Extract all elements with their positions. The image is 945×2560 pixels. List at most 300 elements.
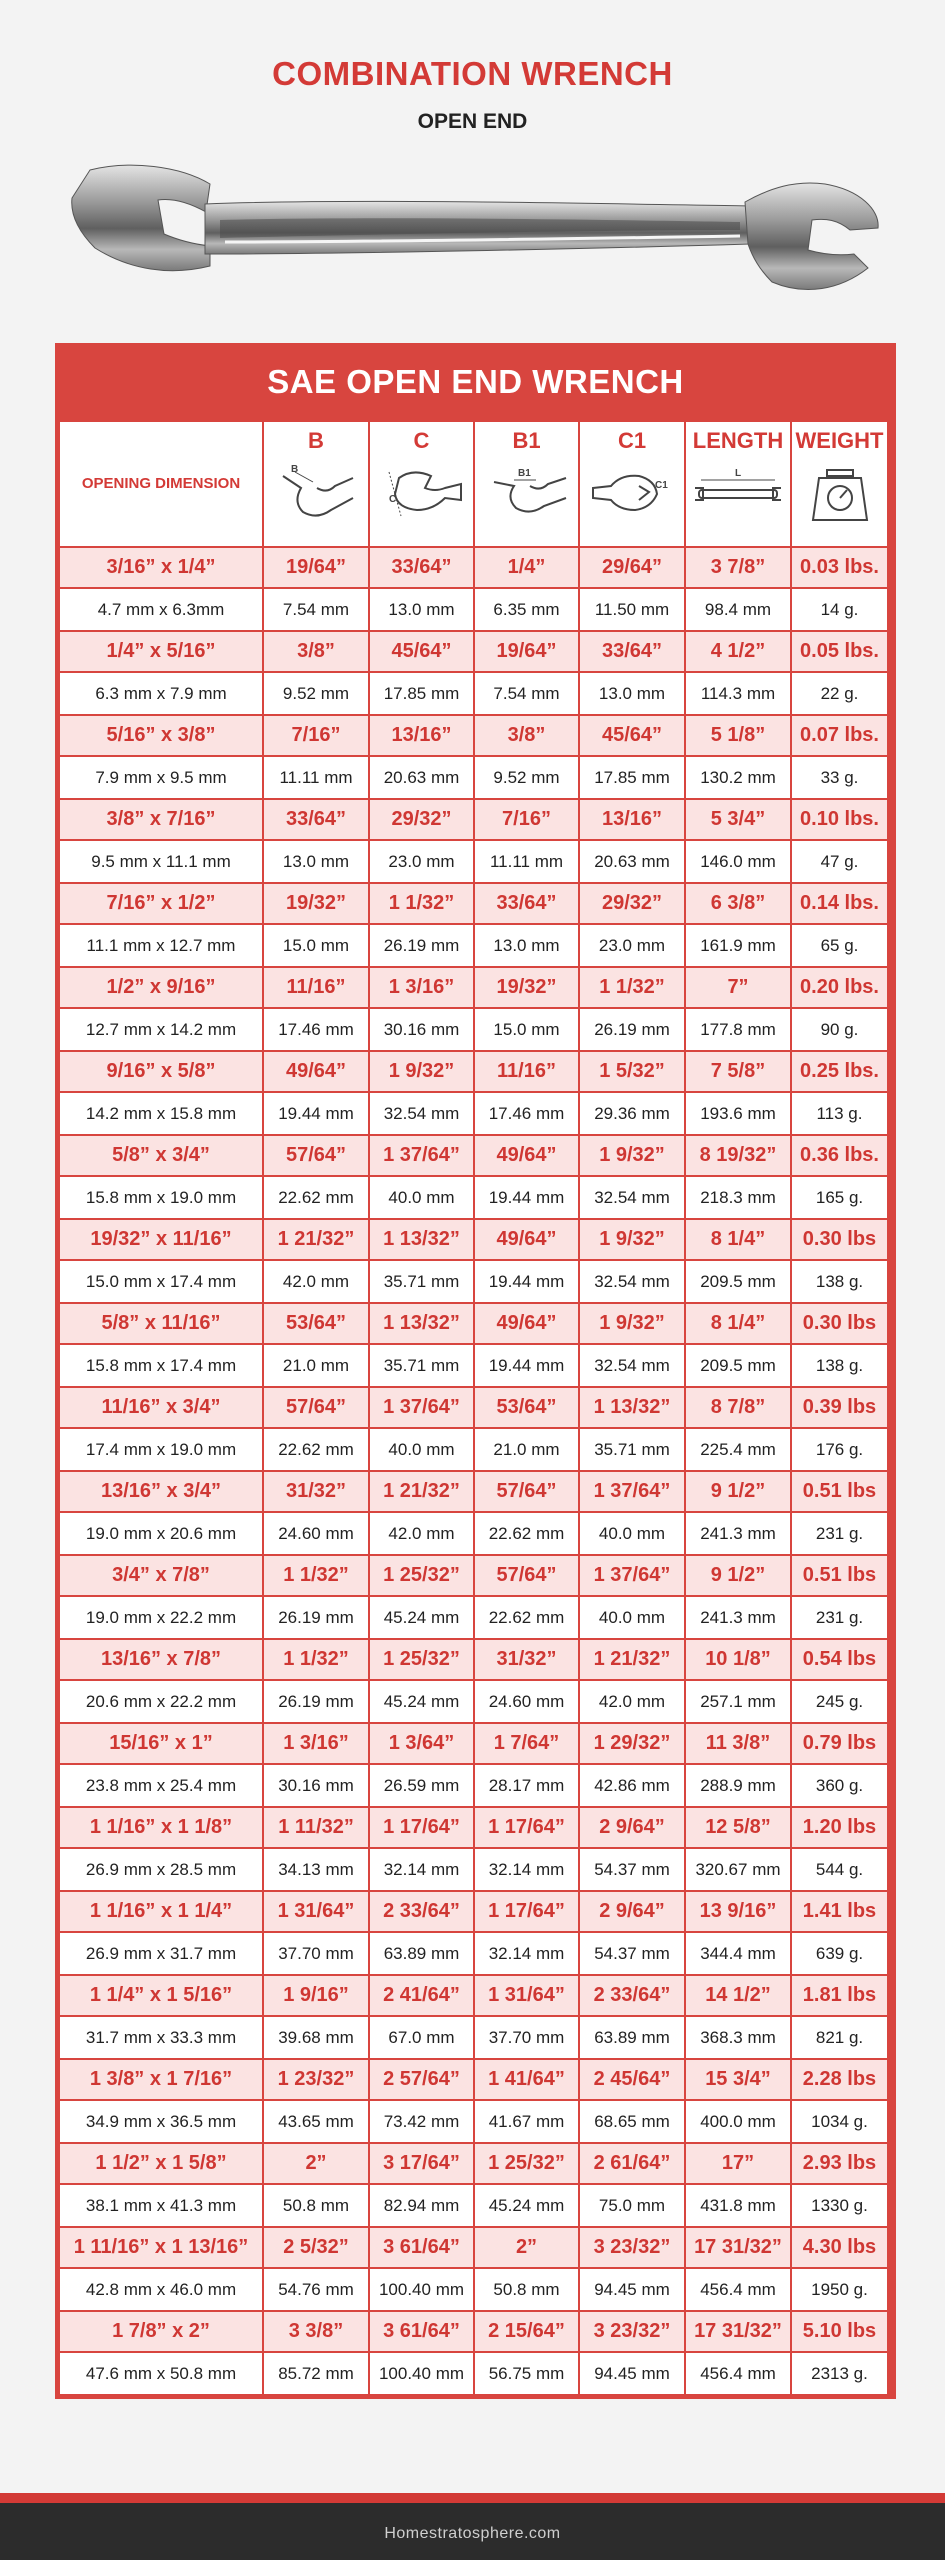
cell-length: 7 5/8” xyxy=(685,1051,791,1092)
cell-b1: 2” xyxy=(474,2227,579,2268)
cell-length: 17 31/32” xyxy=(685,2227,791,2268)
cell-b1: 21.0 mm xyxy=(474,1428,579,1471)
cell-b: 19/32” xyxy=(263,883,369,924)
icon-dimension-label: B xyxy=(291,464,299,475)
cell-c: 1 37/64” xyxy=(369,1387,474,1428)
cell-opening: 19/32” x 11/16” xyxy=(59,1219,263,1260)
table-row-imperial xyxy=(59,1807,888,1848)
cell-b1: 19.44 mm xyxy=(474,1260,579,1303)
cell-b: 1 3/16” xyxy=(263,1723,369,1764)
cell-b1: 2 15/64” xyxy=(474,2311,579,2352)
cell-b1: 31/32” xyxy=(474,1639,579,1680)
cell-c1: 1 1/32” xyxy=(579,967,685,1008)
table-row-imperial xyxy=(59,883,888,924)
cell-opening: 11.1 mm x 12.7 mm xyxy=(59,924,263,967)
cell-length: 130.2 mm xyxy=(685,756,791,799)
cell-c1: 1 5/32” xyxy=(579,1051,685,1092)
cell-b1: 19/64” xyxy=(474,631,579,672)
table-row-imperial xyxy=(59,1555,888,1596)
table-row-imperial xyxy=(59,799,888,840)
cell-b: 26.19 mm xyxy=(263,1596,369,1639)
cell-weight: 22 g. xyxy=(791,672,888,715)
cell-b: 1 11/32” xyxy=(263,1807,369,1848)
page-subtitle: OPEN END xyxy=(417,110,528,133)
cell-weight: 245 g. xyxy=(791,1680,888,1723)
column-header-label: C1 xyxy=(617,428,647,453)
cell-weight: 138 g. xyxy=(791,1260,888,1303)
cell-length: 456.4 mm xyxy=(685,2268,791,2311)
table-row-imperial xyxy=(59,547,888,588)
cell-b: 7.54 mm xyxy=(263,588,369,631)
cell-c: 2 33/64” xyxy=(369,1891,474,1932)
cell-opening: 9.5 mm x 11.1 mm xyxy=(59,840,263,883)
cell-c: 13/16” xyxy=(369,715,474,756)
cell-c: 3 17/64” xyxy=(369,2143,474,2184)
cell-length: 3 7/8” xyxy=(685,547,791,588)
cell-weight: 360 g. xyxy=(791,1764,888,1807)
cell-weight: 0.51 lbs xyxy=(791,1471,888,1512)
cell-c1: 54.37 mm xyxy=(579,1848,685,1891)
cell-b: 2” xyxy=(263,2143,369,2184)
cell-c: 20.63 mm xyxy=(369,756,474,799)
cell-length: 209.5 mm xyxy=(685,1344,791,1387)
cell-b1: 7/16” xyxy=(474,799,579,840)
header-row xyxy=(59,421,888,547)
cell-length: 344.4 mm xyxy=(685,1932,791,1975)
cell-length: 12 5/8” xyxy=(685,1807,791,1848)
cell-c: 29/32” xyxy=(369,799,474,840)
cell-c1: 13.0 mm xyxy=(579,672,685,715)
cell-length: 177.8 mm xyxy=(685,1008,791,1051)
cell-length: 4 1/2” xyxy=(685,631,791,672)
cell-length: 193.6 mm xyxy=(685,1092,791,1135)
cell-c: 1 17/64” xyxy=(369,1807,474,1848)
cell-opening: 1 1/16” x 1 1/8” xyxy=(59,1807,263,1848)
cell-weight: 639 g. xyxy=(791,1932,888,1975)
cell-length: 8 1/4” xyxy=(685,1303,791,1344)
cell-weight: 0.54 lbs xyxy=(791,1639,888,1680)
column-header-label: OPENING DIMENSION xyxy=(81,475,241,492)
cell-weight: 0.05 lbs. xyxy=(791,631,888,672)
cell-c: 17.85 mm xyxy=(369,672,474,715)
cell-c1: 32.54 mm xyxy=(579,1176,685,1219)
table-row-imperial xyxy=(59,2059,888,2100)
cell-b1: 56.75 mm xyxy=(474,2352,579,2395)
cell-opening: 34.9 mm x 36.5 mm xyxy=(59,2100,263,2143)
cell-weight: 138 g. xyxy=(791,1344,888,1387)
cell-opening: 3/8” x 7/16” xyxy=(59,799,263,840)
cell-length: 8 1/4” xyxy=(685,1219,791,1260)
cell-b: 24.60 mm xyxy=(263,1512,369,1555)
cell-b1: 22.62 mm xyxy=(474,1596,579,1639)
cell-c1: 2 45/64” xyxy=(579,2059,685,2100)
column-header-length xyxy=(685,421,791,547)
cell-opening: 1 7/8” x 2” xyxy=(59,2311,263,2352)
cell-c: 2 57/64” xyxy=(369,2059,474,2100)
cell-opening: 19.0 mm x 22.2 mm xyxy=(59,1596,263,1639)
cell-c: 1 25/32” xyxy=(369,1555,474,1596)
cell-opening: 11/16” x 3/4” xyxy=(59,1387,263,1428)
cell-c1: 33/64” xyxy=(579,631,685,672)
cell-weight: 0.03 lbs. xyxy=(791,547,888,588)
icon-dimension-label: B1 xyxy=(517,468,531,479)
cell-length: 9 1/2” xyxy=(685,1555,791,1596)
cell-b: 57/64” xyxy=(263,1387,369,1428)
cell-b: 43.65 mm xyxy=(263,2100,369,2143)
table-body xyxy=(59,547,888,2395)
cell-b: 17.46 mm xyxy=(263,1008,369,1051)
table-row-metric xyxy=(59,756,888,799)
cell-opening: 26.9 mm x 31.7 mm xyxy=(59,1932,263,1975)
open-end-wrench-image xyxy=(60,158,890,318)
cell-b1: 19.44 mm xyxy=(474,1344,579,1387)
cell-c1: 3 23/32” xyxy=(579,2311,685,2352)
cell-c: 1 25/32” xyxy=(369,1639,474,1680)
cell-b1: 1 17/64” xyxy=(474,1891,579,1932)
cell-c: 3 61/64” xyxy=(369,2227,474,2268)
cell-b1: 1 41/64” xyxy=(474,2059,579,2100)
cell-c1: 40.0 mm xyxy=(579,1512,685,1555)
cell-b: 21.0 mm xyxy=(263,1344,369,1387)
wrench-head-c1-icon xyxy=(589,458,675,528)
cell-weight: 65 g. xyxy=(791,924,888,967)
cell-b: 3 3/8” xyxy=(263,2311,369,2352)
cell-b: 11/16” xyxy=(263,967,369,1008)
cell-opening: 7/16” x 1/2” xyxy=(59,883,263,924)
cell-b: 31/32” xyxy=(263,1471,369,1512)
cell-c1: 68.65 mm xyxy=(579,2100,685,2143)
table-row-metric xyxy=(59,1680,888,1723)
cell-weight: 5.10 lbs xyxy=(791,2311,888,2352)
cell-b1: 7.54 mm xyxy=(474,672,579,715)
cell-c1: 1 37/64” xyxy=(579,1555,685,1596)
cell-c1: 29/32” xyxy=(579,883,685,924)
cell-c1: 63.89 mm xyxy=(579,2016,685,2059)
cell-weight: 1.20 lbs xyxy=(791,1807,888,1848)
cell-length: 17” xyxy=(685,2143,791,2184)
cell-b: 15.0 mm xyxy=(263,924,369,967)
column-header-label: C xyxy=(413,428,430,453)
cell-opening: 26.9 mm x 28.5 mm xyxy=(59,1848,263,1891)
cell-b1: 37.70 mm xyxy=(474,2016,579,2059)
column-header-weight xyxy=(791,421,888,547)
table-row-metric xyxy=(59,2016,888,2059)
cell-weight: 231 g. xyxy=(791,1596,888,1639)
cell-weight: 1034 g. xyxy=(791,2100,888,2143)
cell-opening: 14.2 mm x 15.8 mm xyxy=(59,1092,263,1135)
cell-b: 1 23/32” xyxy=(263,2059,369,2100)
cell-weight: 544 g. xyxy=(791,1848,888,1891)
table-row-imperial xyxy=(59,2311,888,2352)
sae-wrench-table xyxy=(55,343,896,2399)
cell-opening: 47.6 mm x 50.8 mm xyxy=(59,2352,263,2395)
cell-c: 73.42 mm xyxy=(369,2100,474,2143)
cell-weight: 2313 g. xyxy=(791,2352,888,2395)
cell-b1: 28.17 mm xyxy=(474,1764,579,1807)
cell-b1: 1 7/64” xyxy=(474,1723,579,1764)
cell-length: 11 3/8” xyxy=(685,1723,791,1764)
cell-length: 218.3 mm xyxy=(685,1176,791,1219)
cell-c: 100.40 mm xyxy=(369,2268,474,2311)
cell-c1: 29/64” xyxy=(579,547,685,588)
cell-opening: 5/8” x 3/4” xyxy=(59,1135,263,1176)
cell-b1: 1 17/64” xyxy=(474,1807,579,1848)
icon-dimension-label: C1 xyxy=(655,480,668,491)
cell-c1: 35.71 mm xyxy=(579,1428,685,1471)
table-row-metric xyxy=(59,2352,888,2395)
cell-c: 1 13/32” xyxy=(369,1219,474,1260)
cell-c1: 1 9/32” xyxy=(579,1303,685,1344)
cell-length: 161.9 mm xyxy=(685,924,791,967)
column-header-b1 xyxy=(474,421,579,547)
column-header-c xyxy=(369,421,474,547)
table-row-metric xyxy=(59,1344,888,1387)
cell-c: 2 41/64” xyxy=(369,1975,474,2016)
table-row-metric xyxy=(59,924,888,967)
cell-c1: 32.54 mm xyxy=(579,1344,685,1387)
cell-c: 35.71 mm xyxy=(369,1260,474,1303)
cell-b1: 57/64” xyxy=(474,1555,579,1596)
cell-opening: 4.7 mm x 6.3mm xyxy=(59,588,263,631)
column-header-label: B xyxy=(308,428,324,453)
cell-b: 49/64” xyxy=(263,1051,369,1092)
cell-length: 241.3 mm xyxy=(685,1512,791,1555)
column-header-c1 xyxy=(579,421,685,547)
cell-opening: 17.4 mm x 19.0 mm xyxy=(59,1428,263,1471)
cell-opening: 1 1/16” x 1 1/4” xyxy=(59,1891,263,1932)
cell-weight: 231 g. xyxy=(791,1512,888,1555)
column-header-b xyxy=(263,421,369,547)
cell-b1: 17.46 mm xyxy=(474,1092,579,1135)
cell-opening: 19.0 mm x 20.6 mm xyxy=(59,1512,263,1555)
cell-length: 209.5 mm xyxy=(685,1260,791,1303)
cell-b: 9.52 mm xyxy=(263,672,369,715)
cell-b1: 9.52 mm xyxy=(474,756,579,799)
cell-c1: 17.85 mm xyxy=(579,756,685,799)
cell-opening: 15.8 mm x 19.0 mm xyxy=(59,1176,263,1219)
cell-b1: 50.8 mm xyxy=(474,2268,579,2311)
cell-length: 5 3/4” xyxy=(685,799,791,840)
table-row-imperial xyxy=(59,1219,888,1260)
table-row-imperial xyxy=(59,1471,888,1512)
cell-opening: 12.7 mm x 14.2 mm xyxy=(59,1008,263,1051)
cell-c: 1 21/32” xyxy=(369,1471,474,1512)
wrench-length-icon xyxy=(693,458,783,528)
cell-opening: 1/4” x 5/16” xyxy=(59,631,263,672)
cell-c: 63.89 mm xyxy=(369,1932,474,1975)
cell-length: 5 1/8” xyxy=(685,715,791,756)
cell-c1: 40.0 mm xyxy=(579,1596,685,1639)
cell-b: 11.11 mm xyxy=(263,756,369,799)
cell-b1: 19.44 mm xyxy=(474,1176,579,1219)
table-row-imperial xyxy=(59,1975,888,2016)
cell-c1: 42.0 mm xyxy=(579,1680,685,1723)
cell-opening: 3/16” x 1/4” xyxy=(59,547,263,588)
cell-b1: 6.35 mm xyxy=(474,588,579,631)
cell-c: 32.54 mm xyxy=(369,1092,474,1135)
cell-b: 53/64” xyxy=(263,1303,369,1344)
cell-weight: 14 g. xyxy=(791,588,888,631)
cell-b: 1 31/64” xyxy=(263,1891,369,1932)
cell-b1: 11/16” xyxy=(474,1051,579,1092)
cell-c: 23.0 mm xyxy=(369,840,474,883)
cell-c1: 54.37 mm xyxy=(579,1932,685,1975)
column-header-label: LENGTH xyxy=(692,428,784,453)
cell-c1: 1 37/64” xyxy=(579,1471,685,1512)
cell-length: 146.0 mm xyxy=(685,840,791,883)
cell-weight: 0.39 lbs xyxy=(791,1387,888,1428)
cell-c: 30.16 mm xyxy=(369,1008,474,1051)
cell-opening: 15.0 mm x 17.4 mm xyxy=(59,1260,263,1303)
scale-icon xyxy=(805,458,875,528)
cell-opening: 38.1 mm x 41.3 mm xyxy=(59,2184,263,2227)
cell-b: 54.76 mm xyxy=(263,2268,369,2311)
cell-b: 1 1/32” xyxy=(263,1639,369,1680)
cell-length: 14 1/2” xyxy=(685,1975,791,2016)
cell-c: 1 1/32” xyxy=(369,883,474,924)
cell-weight: 0.10 lbs. xyxy=(791,799,888,840)
icon-dimension-label: C xyxy=(388,494,396,505)
cell-c1: 2 61/64” xyxy=(579,2143,685,2184)
cell-b: 22.62 mm xyxy=(263,1176,369,1219)
cell-c: 45.24 mm xyxy=(369,1596,474,1639)
cell-weight: 0.36 lbs. xyxy=(791,1135,888,1176)
cell-b: 1 21/32” xyxy=(263,1219,369,1260)
cell-length: 400.0 mm xyxy=(685,2100,791,2143)
table-row-metric xyxy=(59,1008,888,1051)
table-row-metric xyxy=(59,1596,888,1639)
table-row-imperial xyxy=(59,1891,888,1932)
cell-c: 33/64” xyxy=(369,547,474,588)
cell-b1: 1 31/64” xyxy=(474,1975,579,2016)
cell-b1: 22.62 mm xyxy=(474,1512,579,1555)
cell-b: 34.13 mm xyxy=(263,1848,369,1891)
cell-weight: 176 g. xyxy=(791,1428,888,1471)
cell-c1: 3 23/32” xyxy=(579,2227,685,2268)
cell-length: 320.67 mm xyxy=(685,1848,791,1891)
cell-opening: 42.8 mm x 46.0 mm xyxy=(59,2268,263,2311)
table-row-imperial xyxy=(59,1135,888,1176)
cell-length: 7” xyxy=(685,967,791,1008)
cell-b: 50.8 mm xyxy=(263,2184,369,2227)
cell-c1: 1 29/32” xyxy=(579,1723,685,1764)
table-row-metric xyxy=(59,2100,888,2143)
cell-b: 42.0 mm xyxy=(263,1260,369,1303)
cell-c: 82.94 mm xyxy=(369,2184,474,2227)
cell-weight: 90 g. xyxy=(791,1008,888,1051)
cell-b: 19/64” xyxy=(263,547,369,588)
wrench-jaw-b-icon xyxy=(273,458,359,528)
cell-b1: 1/4” xyxy=(474,547,579,588)
cell-opening: 31.7 mm x 33.3 mm xyxy=(59,2016,263,2059)
cell-c: 26.19 mm xyxy=(369,924,474,967)
cell-weight: 0.30 lbs xyxy=(791,1303,888,1344)
cell-weight: 33 g. xyxy=(791,756,888,799)
cell-b: 22.62 mm xyxy=(263,1428,369,1471)
cell-length: 114.3 mm xyxy=(685,672,791,715)
cell-b1: 49/64” xyxy=(474,1219,579,1260)
cell-opening: 1 11/16” x 1 13/16” xyxy=(59,2227,263,2268)
cell-c1: 1 13/32” xyxy=(579,1387,685,1428)
cell-b: 13.0 mm xyxy=(263,840,369,883)
cell-c1: 26.19 mm xyxy=(579,1008,685,1051)
cell-b1: 3/8” xyxy=(474,715,579,756)
table-row-metric xyxy=(59,1176,888,1219)
table-row-imperial xyxy=(59,1051,888,1092)
cell-b: 85.72 mm xyxy=(263,2352,369,2395)
icon-dimension-label: L xyxy=(735,468,742,479)
cell-c1: 13/16” xyxy=(579,799,685,840)
cell-c1: 23.0 mm xyxy=(579,924,685,967)
cell-b: 1 9/16” xyxy=(263,1975,369,2016)
cell-opening: 13/16” x 3/4” xyxy=(59,1471,263,1512)
cell-length: 9 1/2” xyxy=(685,1471,791,1512)
cell-length: 241.3 mm xyxy=(685,1596,791,1639)
cell-opening: 7.9 mm x 9.5 mm xyxy=(59,756,263,799)
cell-weight: 0.07 lbs. xyxy=(791,715,888,756)
table-row-metric xyxy=(59,1260,888,1303)
cell-c1: 2 9/64” xyxy=(579,1891,685,1932)
cell-b: 19.44 mm xyxy=(263,1092,369,1135)
cell-b1: 49/64” xyxy=(474,1135,579,1176)
cell-b: 2 5/32” xyxy=(263,2227,369,2268)
cell-b1: 15.0 mm xyxy=(474,1008,579,1051)
cell-opening: 3/4” x 7/8” xyxy=(59,1555,263,1596)
cell-c1: 29.36 mm xyxy=(579,1092,685,1135)
footer xyxy=(0,2493,945,2560)
cell-opening: 5/16” x 3/8” xyxy=(59,715,263,756)
column-header-label: B1 xyxy=(512,428,541,453)
table-row-imperial xyxy=(59,1387,888,1428)
cell-c: 1 13/32” xyxy=(369,1303,474,1344)
wrench-head-c-icon xyxy=(379,458,465,528)
spec-table xyxy=(58,420,889,2396)
cell-weight: 113 g. xyxy=(791,1092,888,1135)
table-row-imperial xyxy=(59,1639,888,1680)
cell-c1: 20.63 mm xyxy=(579,840,685,883)
cell-c: 67.0 mm xyxy=(369,2016,474,2059)
cell-c1: 1 9/32” xyxy=(579,1219,685,1260)
cell-length: 225.4 mm xyxy=(685,1428,791,1471)
cell-opening: 1 1/4” x 1 5/16” xyxy=(59,1975,263,2016)
cell-b: 39.68 mm xyxy=(263,2016,369,2059)
cell-b1: 57/64” xyxy=(474,1471,579,1512)
cell-opening: 9/16” x 5/8” xyxy=(59,1051,263,1092)
cell-opening: 15/16” x 1” xyxy=(59,1723,263,1764)
cell-b1: 11.11 mm xyxy=(474,840,579,883)
cell-opening: 1 3/8” x 1 7/16” xyxy=(59,2059,263,2100)
cell-b: 26.19 mm xyxy=(263,1680,369,1723)
cell-length: 368.3 mm xyxy=(685,2016,791,2059)
footer-credit: Homestratosphere.com xyxy=(384,2525,561,2542)
cell-weight: 0.30 lbs xyxy=(791,1219,888,1260)
table-row-imperial xyxy=(59,631,888,672)
cell-length: 288.9 mm xyxy=(685,1764,791,1807)
table-row-metric xyxy=(59,672,888,715)
cell-c: 35.71 mm xyxy=(369,1344,474,1387)
cell-opening: 5/8” x 11/16” xyxy=(59,1303,263,1344)
cell-c: 1 37/64” xyxy=(369,1135,474,1176)
cell-weight: 0.14 lbs. xyxy=(791,883,888,924)
table-row-metric xyxy=(59,1512,888,1555)
table-row-imperial xyxy=(59,1723,888,1764)
cell-length: 456.4 mm xyxy=(685,2352,791,2395)
cell-b1: 13.0 mm xyxy=(474,924,579,967)
cell-b: 57/64” xyxy=(263,1135,369,1176)
cell-c: 26.59 mm xyxy=(369,1764,474,1807)
cell-b: 30.16 mm xyxy=(263,1764,369,1807)
column-header-label: WEIGHT xyxy=(795,428,884,453)
